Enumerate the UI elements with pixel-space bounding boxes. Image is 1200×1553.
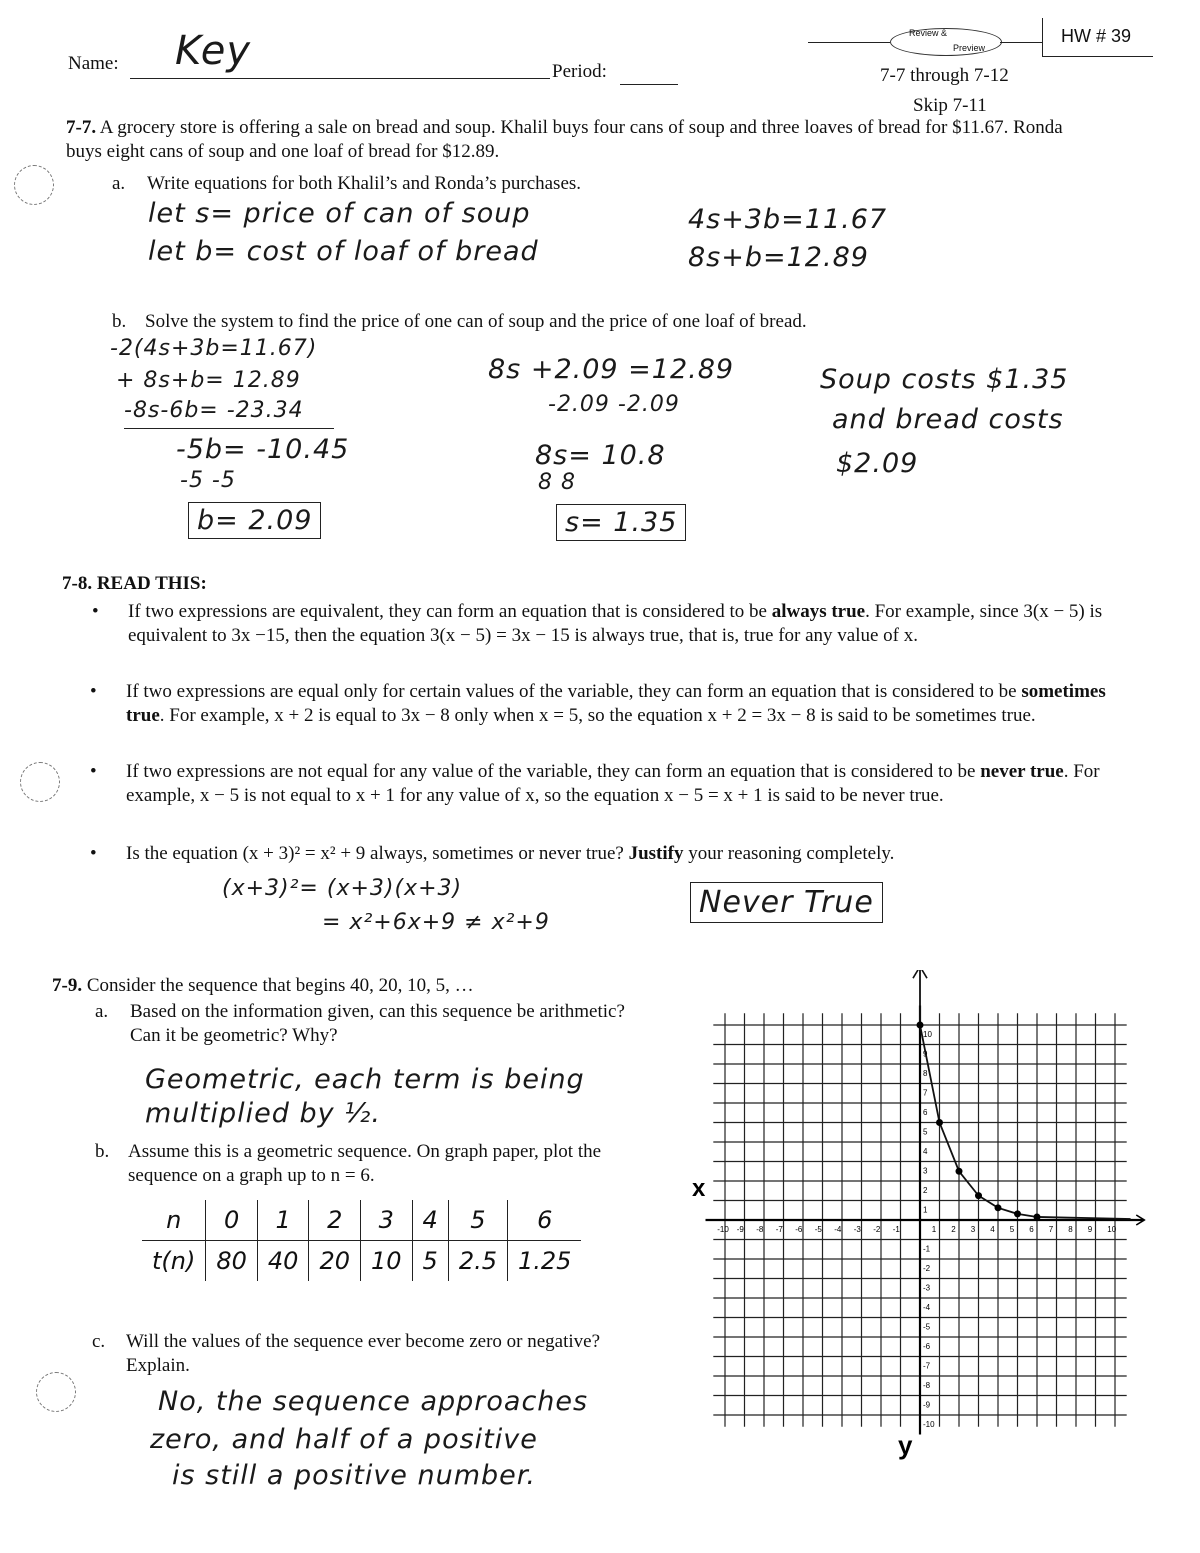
check-circle [14,165,54,205]
work-line-4: -5b= -10.45 [176,434,350,465]
x-tick-label: -1 [892,1225,900,1234]
name-value: Key [175,28,252,74]
x-tick-label: 2 [951,1225,956,1234]
y-tick-label: -7 [923,1361,931,1371]
logo-line-left [808,42,890,43]
y-tick-label: 7 [923,1088,928,1098]
x-tick-label: 3 [970,1225,976,1234]
y-tick-label: -6 [923,1342,931,1351]
check-circle-2 [20,762,60,802]
hw-box [1042,18,1153,57]
period-label: Period: [552,61,607,82]
work2-line-2: -2.09 -2.09 [548,392,680,417]
x-tick-label: 1 [931,1225,937,1234]
part-a2-text: Based on the information given, can this sequence be arithmetic? Can it be geometric? Why? [130,1001,625,1046]
table-row: n 0 1 2 3 4 5 6 [142,1200,581,1241]
x-tick-label: 10 [1107,1225,1117,1234]
part-b-label: b. [112,311,127,332]
hw-number: HW # 39 [1061,26,1132,46]
x-tick-label: -8 [756,1225,764,1234]
x-tick-label: 8 [1068,1225,1073,1234]
work-line-1: -2(4s+3b=11.67) [110,336,318,361]
period-line [620,84,678,85]
hand-geometric-2: multiplied by ½. [145,1098,381,1129]
y-tick-label: 1 [923,1205,928,1215]
y-tick-label: 4 [923,1147,928,1156]
conclusion-line-2: and bread costs [832,404,1064,435]
assignment-range: 7-7 through 7-12 [880,65,1009,86]
conclusion-line-3: $2.09 [836,448,919,479]
hand-answer-c-3: is still a positive number. [172,1460,536,1491]
answer-s-box: s= 1.35 [556,504,686,541]
y-tick-label: -5 [923,1322,931,1332]
conclusion-line-1: Soup costs $1.35 [820,364,1069,395]
review-preview-logo: Review & Preview [890,28,1002,56]
work2-line-1: 8s +2.09 =12.89 [488,354,735,385]
bullet-question: • Is the equation (x + 3)² = x² + 9 always, sometimes or never true? Justify your reasoning completely. [126,842,1106,866]
table-row: t(n) 80 40 20 10 5 2.5 1.25 [142,1241,581,1282]
y-tick-label: -10 [923,1420,935,1429]
sequence-curve [920,970,1131,1219]
y-tick-label: -3 [923,1283,931,1293]
x-tick-label: -2 [873,1225,881,1234]
x-tick-label: -6 [795,1225,803,1234]
handwritten-eq2: 8s+b=12.89 [688,242,869,273]
y-tick-label: -9 [923,1400,931,1410]
y-tick-label: 5 [923,1127,928,1137]
x-tick-label: -7 [775,1225,783,1234]
y-tick-label: -1 [923,1244,931,1254]
part-a2-label: a. [95,1001,109,1022]
handwritten-let-s: let s= price of can of soup [148,198,531,229]
x-tick-label: 7 [1048,1225,1054,1234]
work2-line-4: 8 8 [538,470,576,495]
sequence-point [936,1119,943,1126]
y-tick-label: 8 [923,1069,928,1078]
problem-7-9: 7-9. Consider the sequence that begins 40, 20, 10, 5, … [52,975,474,996]
work-line-5: -5 -5 [180,468,236,493]
hand-geometric-1: Geometric, each term is being [145,1064,585,1095]
part-b2-label: b. [95,1141,110,1162]
y-tick-label: 10 [923,1030,932,1039]
sequence-point [1014,1210,1021,1217]
handwritten-eq1: 4s+3b=11.67 [688,204,888,235]
x-tick-label: -4 [834,1225,842,1234]
y-tick-label: -4 [923,1303,931,1312]
x-tick-label: 4 [990,1225,995,1234]
part-a-label: a. [112,173,126,194]
sequence-point [995,1204,1002,1211]
logo-line-right [1000,42,1042,43]
handwritten-let-b: let b= cost of loaf of bread [148,236,539,267]
coordinate-graph [690,970,1150,1480]
hand-answer-c-1: No, the sequence approaches [158,1386,589,1417]
sequence-point [917,1022,924,1029]
x-tick-label: -9 [736,1225,744,1234]
problem-7-7: 7-7. A grocery store is offering a sale on bread and soup. Khalil buys four cans of soup and three loaves of bread for $11.67. Ronda buys eight cans of soup and one loaf of bread for $12.89. [66,117,1063,162]
sequence-point [1034,1213,1041,1220]
sequence-table [142,1200,581,1281]
answer-b-box: b= 2.09 [188,502,321,539]
x-tick-label: -3 [853,1225,861,1234]
y-tick-label: 2 [923,1186,928,1195]
x-tick-label: 9 [1087,1225,1093,1234]
work-expand-1: (x+3)²= (x+3)(x+3) [222,876,463,901]
bullet-always-true: • If two expressions are equivalent, they can form an equation that is considered to be always true. For example, since 3(x − 5) is equivalent to 3x −15, then the equation 3(x − 5) = 3x − 15 is always true, that is, true for any value of x. [128,600,1103,648]
hand-answer-c-2: zero, and half of a positive [150,1424,538,1455]
y-tick-label: 3 [923,1166,928,1176]
sequence-point [956,1168,963,1175]
sequence-point [975,1192,982,1199]
x-tick-label: 6 [1029,1225,1034,1234]
name-label: Name: [68,53,119,74]
x-axis-label: x [692,1175,706,1202]
y-tick-label: -2 [923,1264,931,1273]
work-line-2: + 8s+b= 12.89 [116,368,301,393]
check-circle-3 [36,1372,76,1412]
part-c-label: c. [92,1331,106,1352]
sum-line [124,428,334,429]
assignment-skip: Skip 7-11 [913,95,987,116]
part-c-text: Will the values of the sequence ever become zero or negative? Explain. [126,1331,601,1376]
y-tick-label: 9 [923,1049,928,1059]
x-tick-label: -10 [717,1225,729,1234]
part-a-text: Write equations for both Khalil’s and Ronda’s purchases. [147,173,582,194]
part-b2-text: Assume this is a geometric sequence. On graph paper, plot the sequence on a graph up to n = 6. [128,1141,602,1186]
problem-7-8-title: 7-8. READ THIS: [62,573,207,594]
bullet-never-true: • If two expressions are not equal for any value of the variable, they can form an equation that is considered to be never true. For example, x − 5 is not equal to x + 1 for any value of x, so the equation x − 5 = x + 1 is said to be never true. [126,760,1106,808]
answer-never-true: Never True [690,882,883,923]
bullet-sometimes-true: • If two expressions are equal only for certain values of the variable, they can form an equation that is considered to be sometimes true. For example, x + 2 is equal to 3x − 8 only when x = 5, so the equation x + 2 = 3x − 8 is said to be sometimes true. [126,680,1106,728]
work2-line-3: 8s= 10.8 [535,440,666,471]
name-line [130,78,550,79]
x-tick-label: -5 [814,1225,822,1234]
y-tick-label: 6 [923,1108,928,1117]
x-tick-label: 5 [1009,1225,1015,1234]
work-line-3: -8s-6b= -23.34 [124,398,304,423]
part-b-text: Solve the system to find the price of one can of soup and the price of one loaf of bread. [145,311,807,332]
y-tick-label: -8 [923,1381,931,1390]
y-axis-label: y [898,1430,913,1461]
work-expand-2: = x²+6x+9 ≠ x²+9 [322,910,550,935]
